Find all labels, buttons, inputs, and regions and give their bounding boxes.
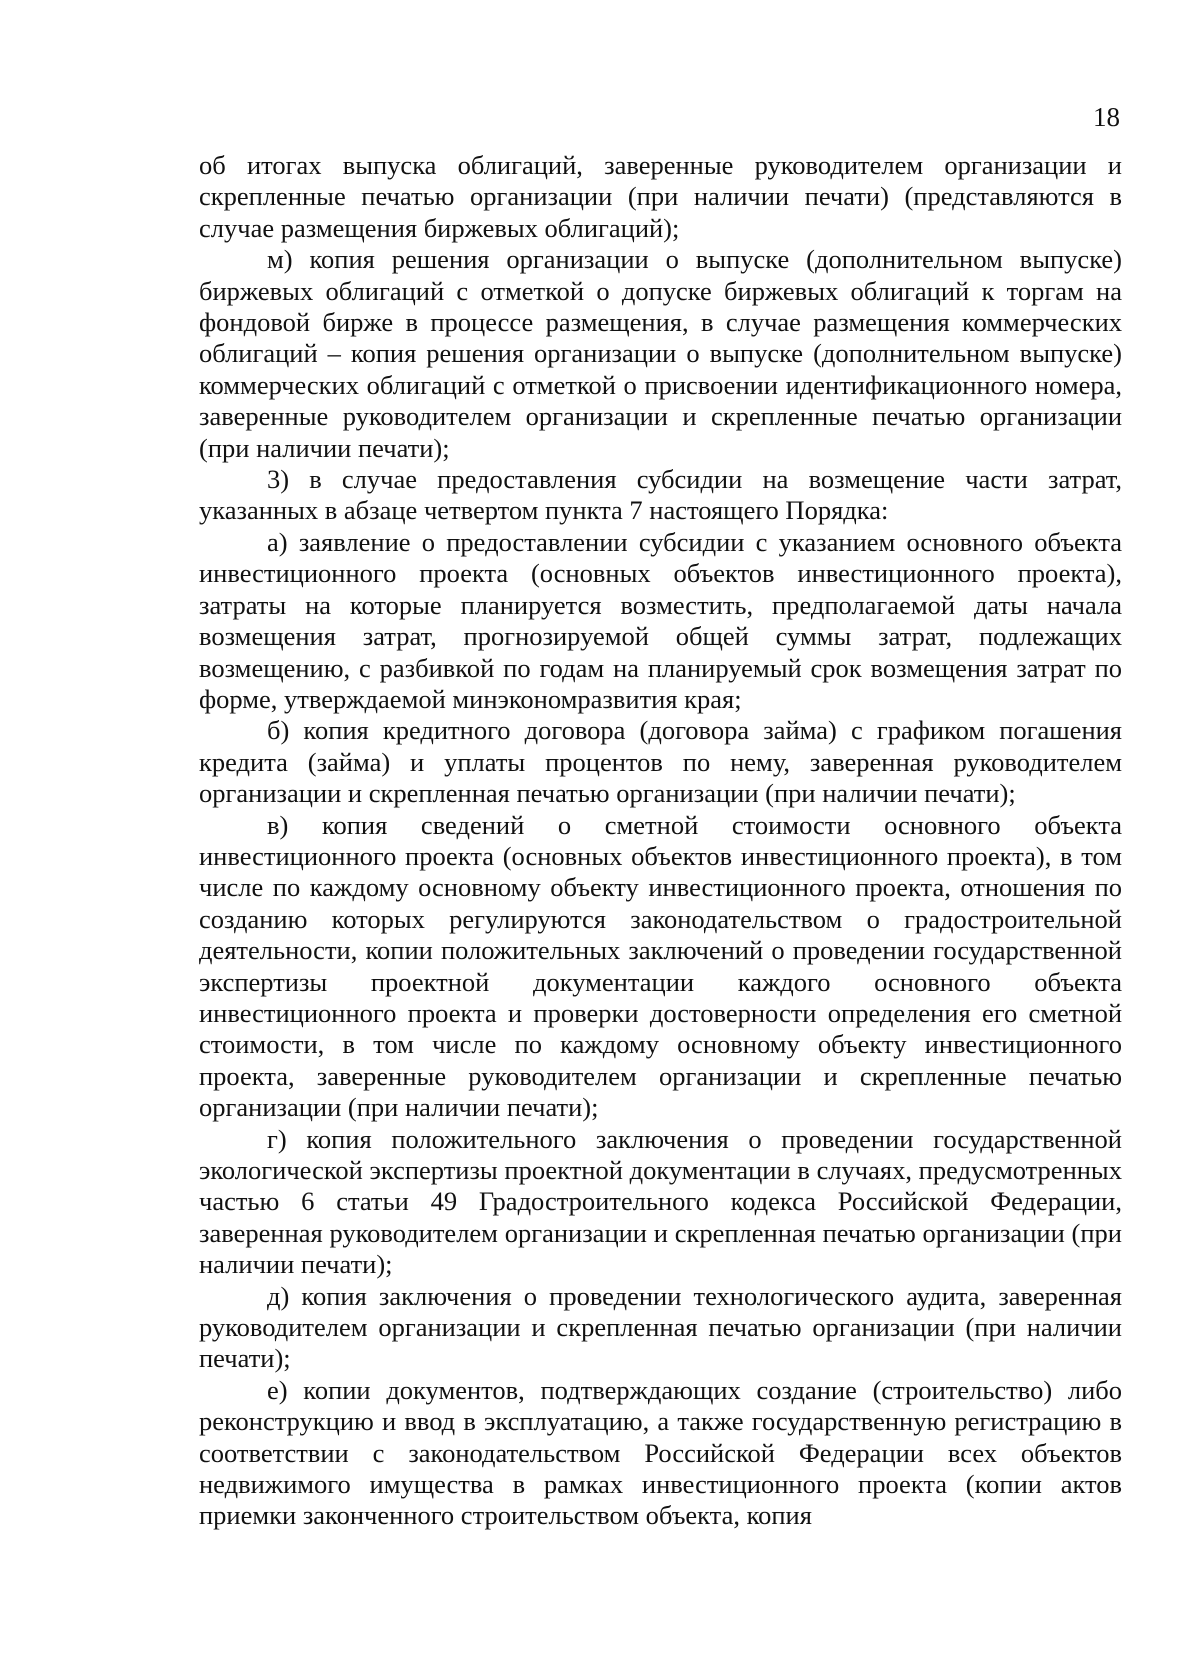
paragraph-item-a: а) заявление о предоставлении субсидии с указанием основного объекта инвестиционного проекта (основных объектов инвестиционного проекта), затраты на которые планируется возместить, предполагаемой даты начала возмещения затрат, прогнозируемой общей суммы затрат, подлежащих возмещению, с разбивкой по годам на планируемый срок возмещения затрат по форме, утверждаемой минэкономразвития края; (199, 526, 1122, 714)
paragraph-item-e: е) копии документов, подтверждающих создание (строительство) либо реконструкцию и ввод в эксплуатацию, а также государственную регистрацию в соответствии с законодательством Российской Федерации всех объектов недвижимого имущества в рамках инвестиционного проекта (копии актов приемки законченного строительством объекта, копия (199, 1374, 1122, 1531)
page-number: 18 (1093, 102, 1120, 132)
paragraph-item-v: в) копия сведений о сметной стоимости основного объекта инвестиционного проекта (основных объектов инвестиционного проекта), в том числе по каждому основному объекту инвестиционного проекта, отношения по созданию которых регулируются законодательством о градостроительной деятельности, копии положительных заключений о проведении государственной экспертизы проектной документации каждого основного объекта инвестиционного проекта и проверки достоверности определения его сметной стоимости, в том числе по каждому основному объекту инвестиционного проекта, заверенные руководителем организации и скрепленные печатью организации (при наличии печати); (199, 809, 1122, 1123)
paragraph-item-b: б) копия кредитного договора (договора займа) с графиком погашения кредита (займа) и уплаты процентов по нему, заверенная руководителем организации и скрепленная печатью организации (при наличии печати); (199, 715, 1122, 809)
document-body (199, 150, 1122, 1532)
paragraph-item-g: г) копия положительного заключения о проведении государственной экологической экспертизы проектной документации в случаях, предусмотренных частью 6 статьи 49 Градостроительного кодекса Российской Федерации, заверенная руководителем организации и скрепленная печатью организации (при наличии печати); (199, 1123, 1122, 1280)
paragraph-item-m: м) копия решения организации о выпуске (дополнительном выпуске) биржевых облигаций с отметкой о допуске биржевых облигаций к торгам на фондовой бирже в процессе размещения, в случае размещения коммерческих облигаций – копия решения организации о выпуске (дополнительном выпуске) коммерческих облигаций с отметкой о присвоении идентификационного номера, заверенные руководителем организации и скрепленные печатью организации (при наличии печати); (199, 244, 1122, 463)
paragraph-item-3: 3) в случае предоставления субсидии на возмещение части затрат, указанных в абзаце четвертом пункта 7 настоящего Порядка: (199, 464, 1122, 526)
paragraph-item-d: д) копия заключения о проведении технологического аудита, заверенная руководителем организации и скрепленная печатью организации (при наличии печати); (199, 1280, 1122, 1374)
paragraph-continuation: об итогах выпуска облигаций, заверенные руководителем организации и скрепленные печатью организации (при наличии печати) (представляются в случае размещения биржевых облигаций); (199, 150, 1122, 243)
